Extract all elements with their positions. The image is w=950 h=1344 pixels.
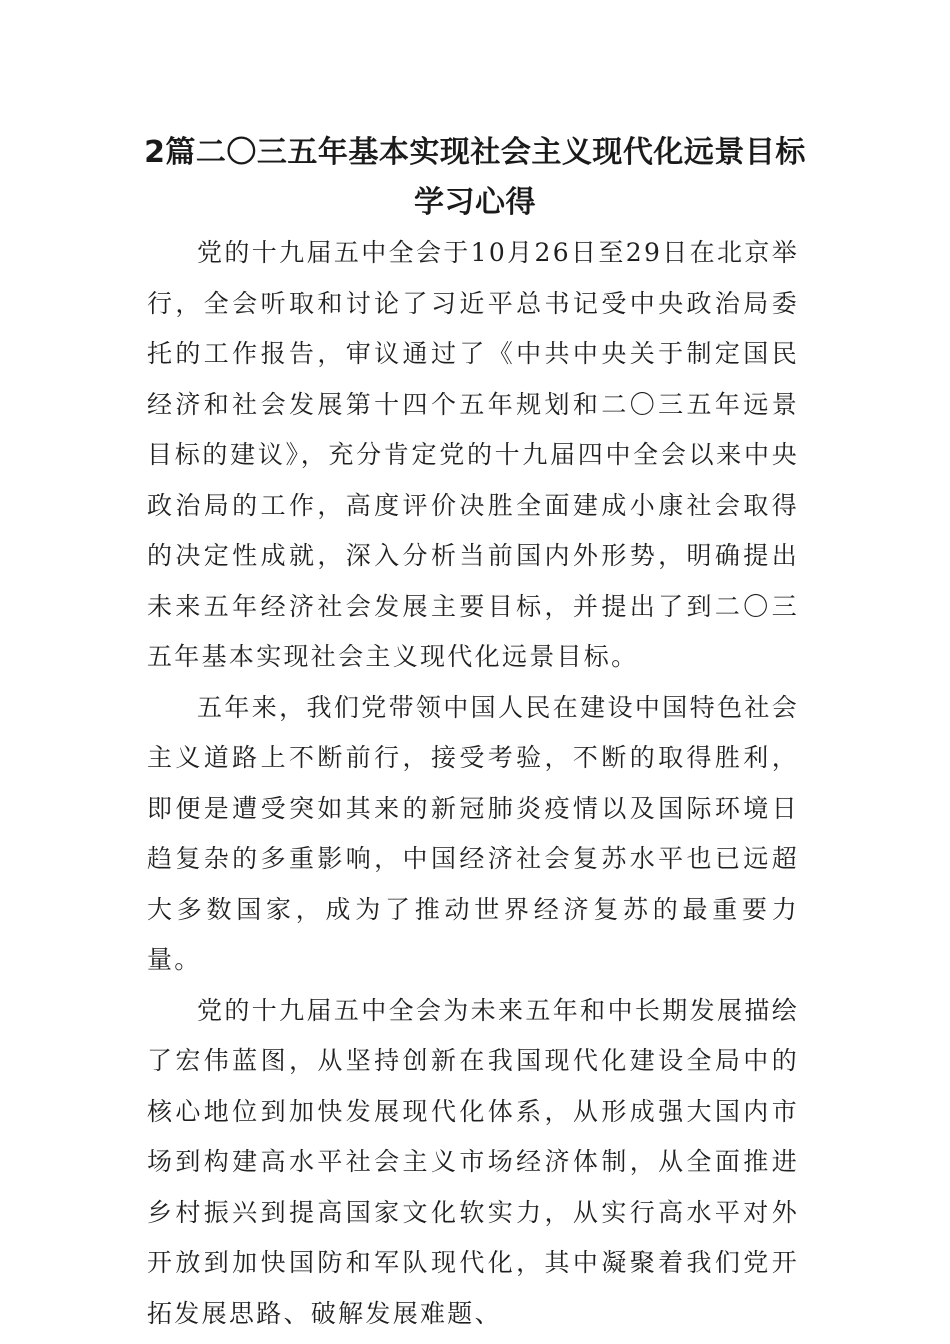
document-title: 2篇二〇三五年基本实现社会主义现代化远景目标学习心得 [144,135,806,220]
paragraph-3: 党的十九届五中全会为未来五年和中长期发展描绘了宏伟蓝图，从坚持创新在我国现代化建设全局中的核心地位到加快发展现代化体系，从形成强大国内市场到构建高水平社会主义市场经济体制，从全面推进乡村振兴到提高国家文化软实力，从实行高水平对外开放到加快国防和军队现代化，其中凝聚着我们党开拓发展思路、破解发展难题、 [147,995,799,1328]
paragraph-2: 五年来，我们党带领中国人民在建设中国特色社会主义道路上不断前行，接受考验，不断的取得胜利，即便是遭受突如其来的新冠肺炎疫情以及国际环境日趋复杂的多重影响，中国经济社会复苏水平也已远超大多数国家，成为了推动世界经济复苏的最重要力量。 [147,692,799,974]
document-body [147,228,799,1339]
paragraph-1: 党的十九届五中全会于10月26日至29日在北京举行，全会听取和讨论了习近平总书记受中央政治局委托的工作报告，审议通过了《中共中央关于制定国民经济和社会发展第十四个五年规划和二〇三五年远景目标的建议》，充分肯定党的十九届四中全会以来中央政治局的工作，高度评价决胜全面建成小康社会取得的决定性成就，深入分析当前国内外形势，明确提出未来五年经济社会发展主要目标，并提出了到二〇三五年基本实现社会主义现代化远景目标。 [147,238,799,671]
